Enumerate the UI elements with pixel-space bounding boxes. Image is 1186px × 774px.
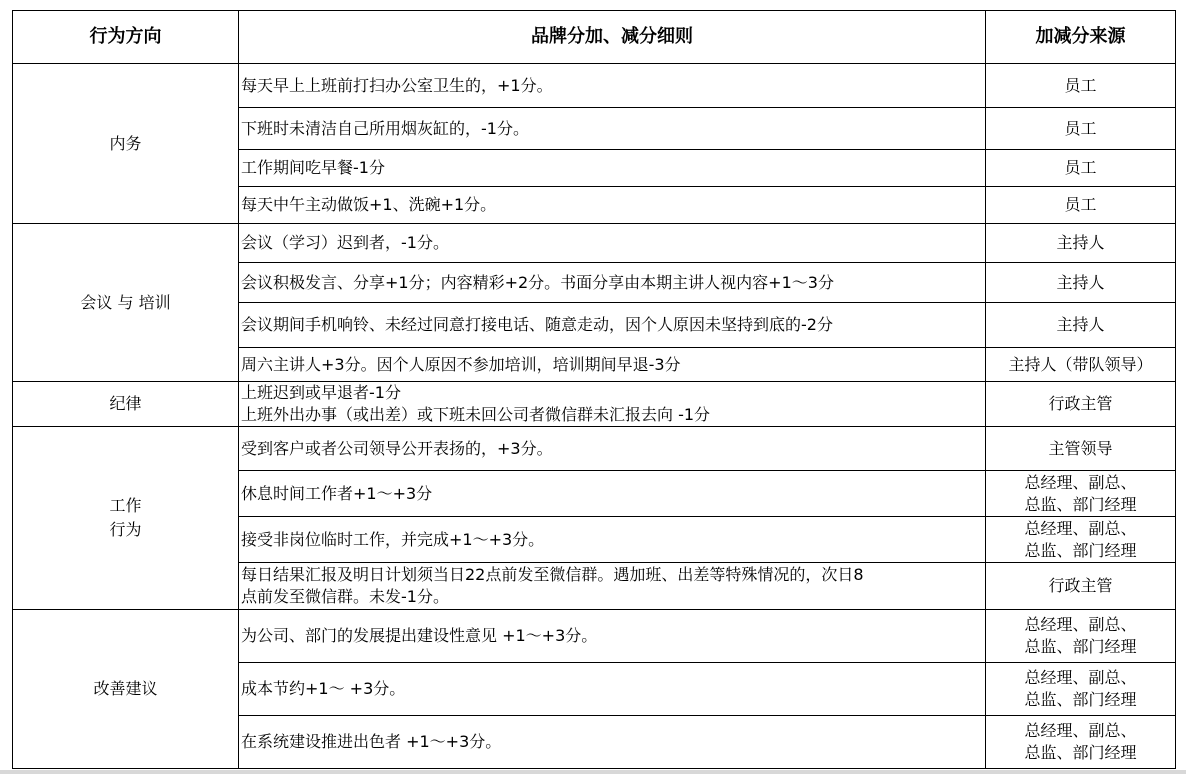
category-label: 改善建议 — [93, 679, 158, 698]
score-source: 主持人 — [986, 303, 1176, 348]
rule-text: 为公司、部门的发展提出建设性意见 +1～+3分。 — [239, 610, 986, 663]
rule-text: 工作期间吃早餐-1分 — [239, 150, 986, 187]
score-source: 总经理、副总、 总监、部门经理 — [986, 716, 1176, 769]
score-source: 行政主管 — [986, 563, 1176, 610]
header-score-source: 加减分来源 — [986, 11, 1176, 64]
rule-text: 每天中午主动做饭+1、洗碗+1分。 — [239, 187, 986, 224]
rule-text: 每天早上上班前打扫办公室卫生的，+1分。 — [239, 64, 986, 108]
category-label: 纪律 — [109, 394, 142, 413]
category-cell — [13, 610, 239, 769]
rule-text: 会议积极发言、分享+1分；内容精彩+2分。书面分享由本期主讲人视内容+1～3分 — [239, 263, 986, 303]
score-source: 员工 — [986, 64, 1176, 108]
rule-row — [13, 224, 1176, 263]
rule-text: 会议期间手机响铃、未经过同意打接电话、随意走动，因个人原因未坚持到底的-2分 — [239, 303, 986, 348]
rule-row — [13, 382, 1176, 427]
rule-text: 会议（学习）迟到者，-1分。 — [239, 224, 986, 263]
category-cell — [13, 224, 239, 382]
rule-text: 休息时间工作者+1～+3分 — [239, 471, 986, 517]
rule-row — [13, 427, 1176, 471]
category-label: 内务 — [109, 133, 142, 153]
score-source: 员工 — [986, 150, 1176, 187]
category-label: 工作 行为 — [109, 496, 142, 539]
score-source: 总经理、副总、 总监、部门经理 — [986, 517, 1176, 563]
rule-text: 上班迟到或早退者-1分 上班外出办事（或出差）或下班未回公司者微信群未汇报去向 -1分 — [239, 382, 986, 427]
rule-text: 受到客户或者公司领导公开表扬的，+3分。 — [239, 427, 986, 471]
header-rules: 品牌分加、减分细则 — [239, 11, 986, 64]
header-behavior-direction: 行为方向 — [13, 11, 239, 64]
rule-row — [13, 610, 1176, 663]
score-source: 主管领导 — [986, 427, 1176, 471]
scoring-rules-sheet — [12, 10, 1175, 768]
category-cell — [13, 382, 239, 427]
sheet-bottom-edge — [0, 770, 1186, 774]
category-cell — [13, 427, 239, 610]
score-source: 员工 — [986, 108, 1176, 150]
score-source: 主持人（带队领导） — [986, 348, 1176, 382]
score-source: 主持人 — [986, 224, 1176, 263]
rule-row — [13, 64, 1176, 108]
score-source: 总经理、副总、 总监、部门经理 — [986, 610, 1176, 663]
rule-text: 下班时未清洁自己所用烟灰缸的，-1分。 — [239, 108, 986, 150]
category-cell — [13, 64, 239, 224]
rule-text: 每日结果汇报及明日计划须当日22点前发至微信群。遇加班、出差等特殊情况的，次日8 点前发至微信群。未发-1分。 — [239, 563, 986, 610]
score-source: 行政主管 — [986, 382, 1176, 427]
rule-text: 在系统建设推进出色者 +1～+3分。 — [239, 716, 986, 769]
score-source: 主持人 — [986, 263, 1176, 303]
score-source: 员工 — [986, 187, 1176, 224]
rule-text: 成本节约+1～ +3分。 — [239, 663, 986, 716]
scoring-rules-table — [12, 10, 1176, 769]
rule-text: 周六主讲人+3分。因个人原因不参加培训，培训期间早退-3分 — [239, 348, 986, 382]
score-source: 总经理、副总、 总监、部门经理 — [986, 663, 1176, 716]
rule-text: 接受非岗位临时工作，并完成+1～+3分。 — [239, 517, 986, 563]
header-row — [13, 11, 1176, 64]
category-label: 会议 与 培训 — [80, 292, 171, 312]
score-source: 总经理、副总、 总监、部门经理 — [986, 471, 1176, 517]
